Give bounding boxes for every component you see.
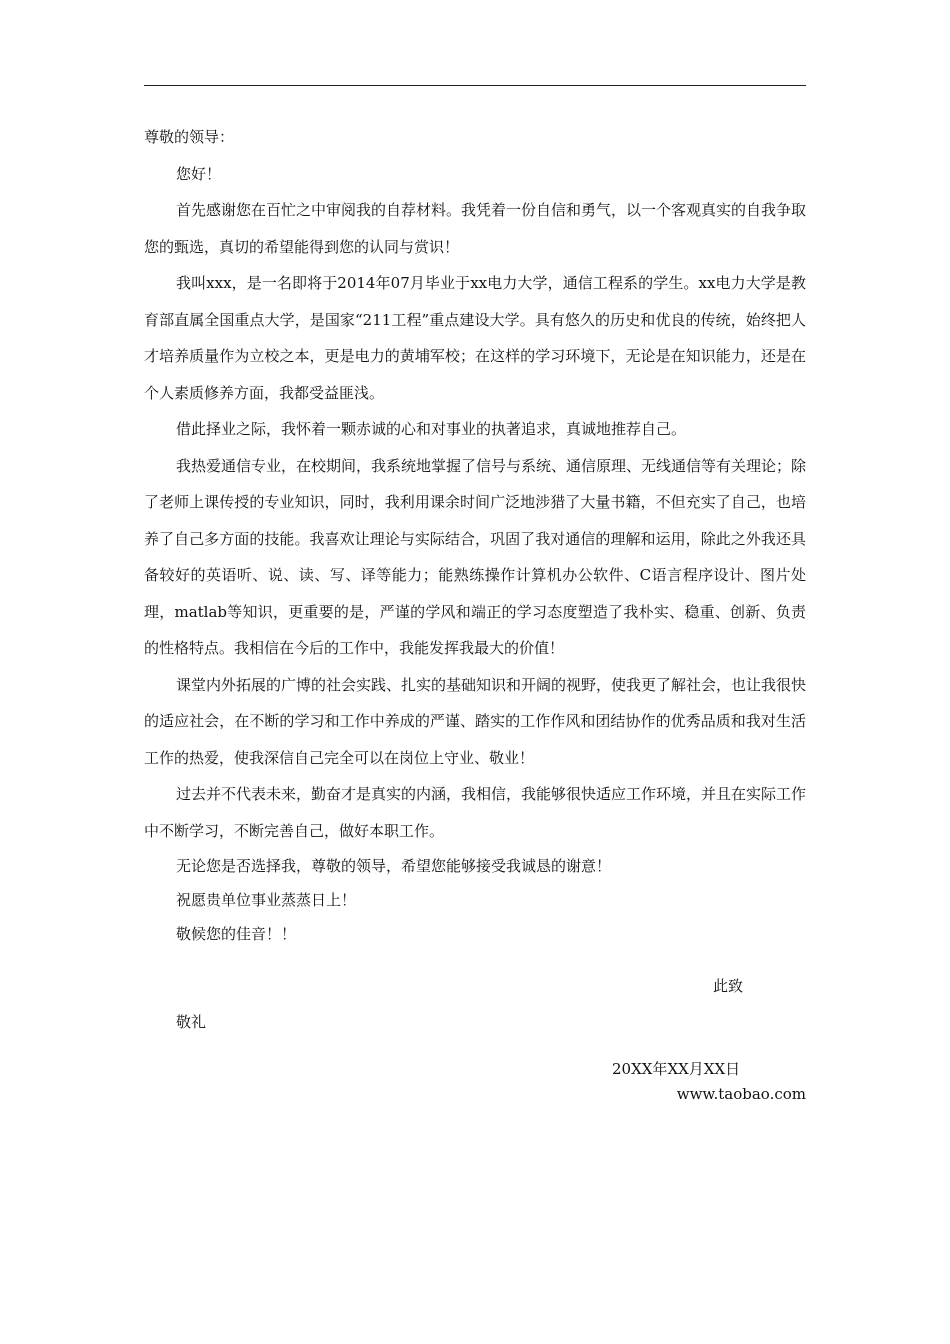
paragraph-future: 过去并不代表未来，勤奋才是真实的内涵，我相信，我能够很快适应工作环境，并且在实际工作中不断学习，不断完善自己，做好本职工作。 (144, 785, 807, 840)
paragraph-background: 我叫xxx，是一名即将于2014年07月毕业于xx电力大学，通信工程系的学生。xx电力大学是教育部直属全国重点大学，是国家“211工程”重点建设大学。具有悠久的历史和优良的传统，始终把人才培养质量作为立校之本，更是电力的黄埔军校；在这样的学习环境下，无论是在知识能力，还是在个人素质修养方面，我都受益匪浅。 (144, 274, 806, 402)
paragraph-recommendation: 借此择业之际，我怀着一颗赤诚的心和对事业的执著追求，真诚地推荐自己。 (176, 420, 687, 438)
greeting: 您好！ (176, 164, 222, 183)
closing-line-thanks: 无论您是否选择我，尊敬的领导，希望您能够接受我诚恳的谢意！ (176, 857, 612, 875)
footer-website: www.taobao.com (676, 1085, 806, 1103)
paragraph-intro: 首先感谢您在百忙之中审阅我的自荐材料。我凭着一份自信和勇气，以一个客观真实的自我争取您的甄选，真切的希望能得到您的认同与赏识！ (144, 201, 807, 256)
regards: 敬礼 (176, 1013, 207, 1031)
closing-line-await: 敬候您的佳音！！ (176, 925, 297, 943)
salutation: 尊敬的领导： (144, 128, 235, 146)
header-rule (144, 85, 806, 86)
closing-line-wish: 祝愿贵单位事业蒸蒸日上！ (176, 891, 357, 909)
paragraph-skills: 我热爱通信专业，在校期间，我系统地掌握了信号与系统、通信原理、无线通信等有关理论；除了老师上课传授的专业知识，同时，我利用课余时间广泛地涉猎了大量书籍，不但充实了自己，也培养了自己多方面的技能。我喜欢让理论与实际结合，巩固了我对通信的理解和运用，除此之外我还具备较好的英语听、说、读、写、译等能力；能熟练操作计算机办公软件、C语言程序设计、图片处理，matlab等知识，更重要的是，严谨的学风和端正的学习态度塑造了我朴实、稳重、创新、负责的性格特点。我相信在今后的工作中，我能发挥我最大的价值！ (144, 456, 807, 657)
sign-off: 此致 (713, 977, 744, 995)
letter-body (144, 119, 806, 951)
paragraph-practice: 课堂内外拓展的广博的社会实践、扎实的基础知识和开阔的视野，使我更了解社会，也让我很快的适应社会，在不断的学习和工作中养成的严谨、踏实的工作作风和团结协作的优秀品质和我对生活工作的热爱，使我深信自己完全可以在岗位上守业、敬业！ (144, 675, 807, 767)
letter-date: 20XX年XX月XX日 (612, 1060, 741, 1078)
